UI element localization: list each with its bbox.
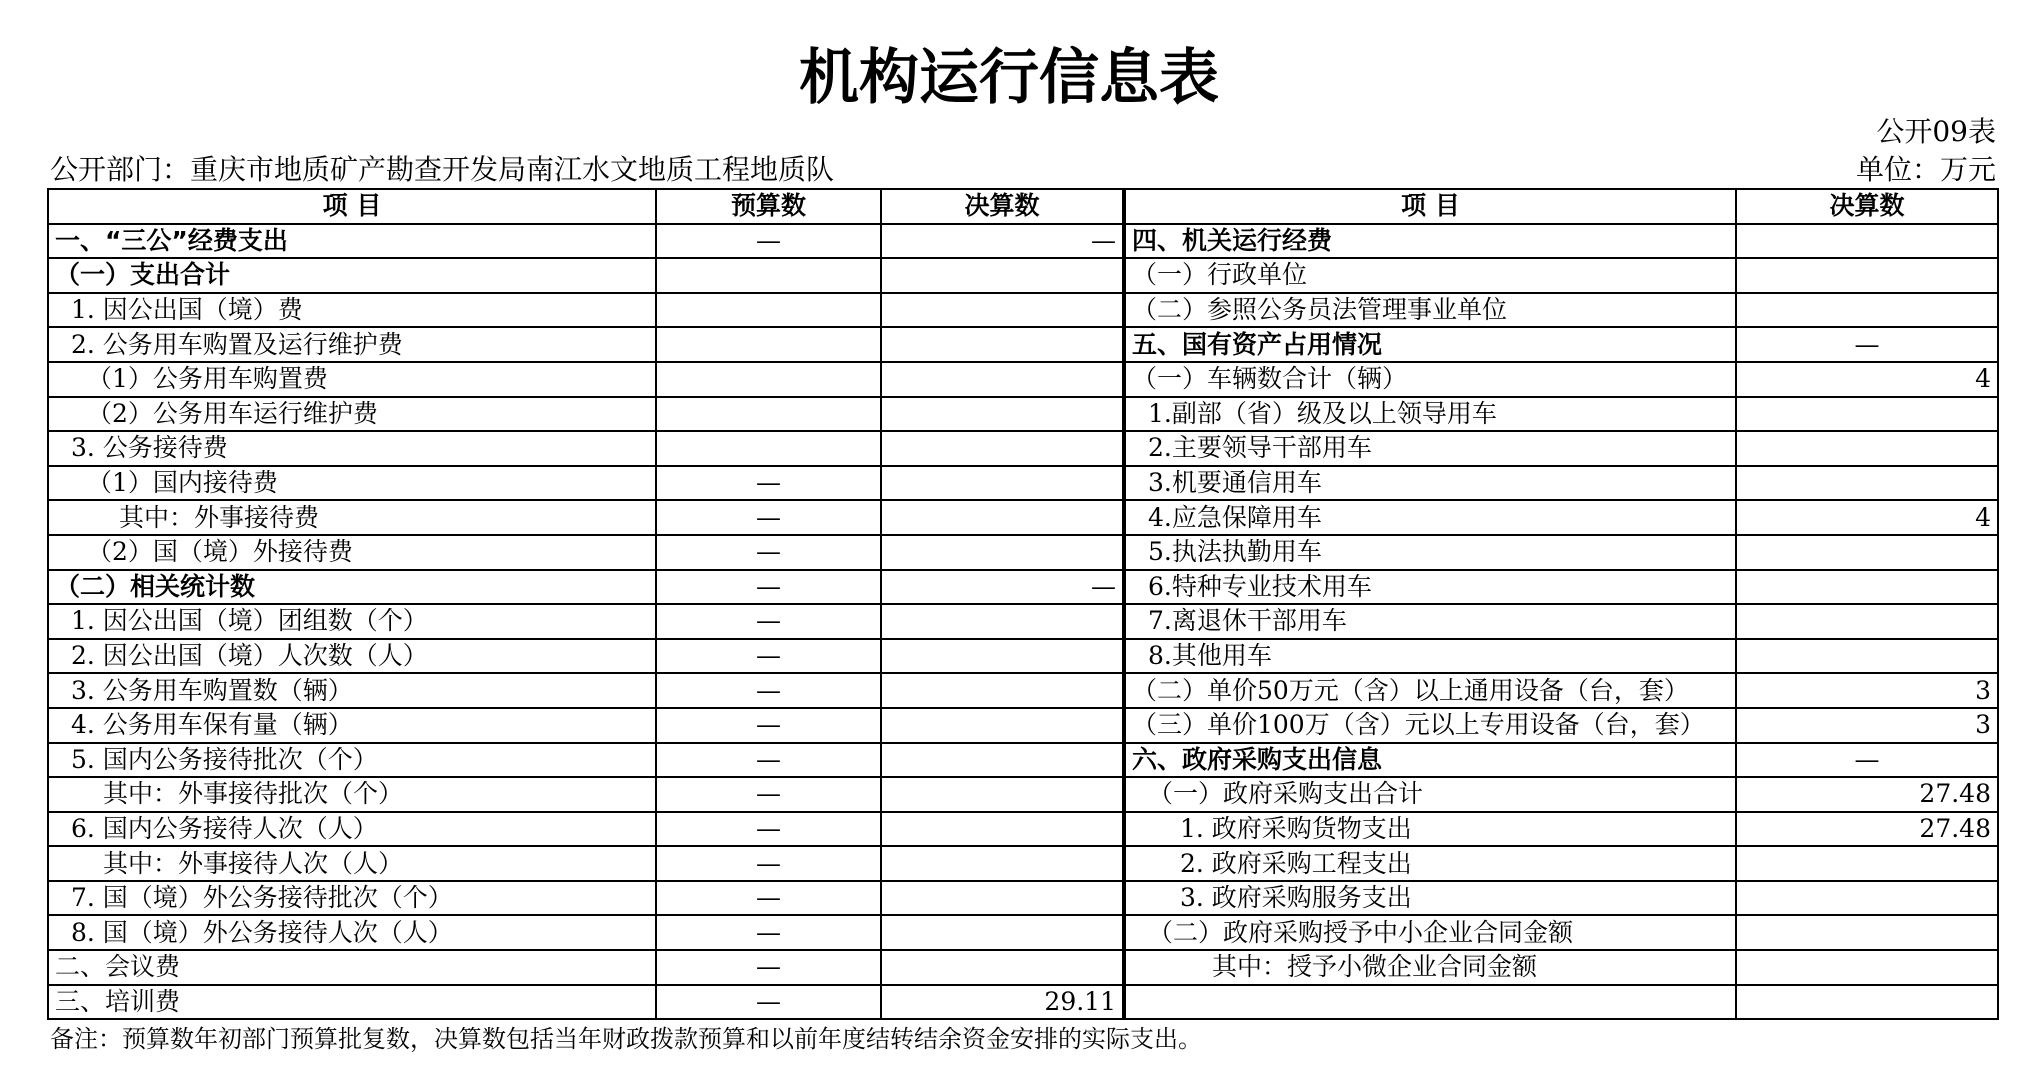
page-title: 机构运行信息表	[799, 43, 1219, 113]
right-item-cell: 3. 政府采购服务支出	[1124, 881, 1736, 916]
table-row	[48, 293, 1998, 328]
right-final-cell	[1736, 293, 1998, 328]
left-item-cell: 其中：外事接待费	[48, 500, 656, 535]
right-final-cell	[1736, 431, 1998, 466]
right-final-cell: —	[1736, 743, 1998, 778]
left-final-cell	[881, 604, 1124, 639]
left-final-cell: 29.11	[881, 985, 1124, 1020]
left-item-cell: 1. 因公出国（境）费	[48, 293, 656, 328]
left-final-cell: —	[881, 224, 1124, 259]
table-row	[48, 604, 1998, 639]
left-budget-cell: —	[656, 639, 881, 674]
left-item-cell: 6. 国内公务接待人次（人）	[48, 812, 656, 847]
left-budget-cell: —	[656, 812, 881, 847]
left-budget-cell	[656, 258, 881, 293]
right-item-cell: 5.执法执勤用车	[1124, 535, 1736, 570]
table-row	[48, 362, 1998, 397]
right-item-cell: （一）车辆数合计（辆）	[1124, 362, 1736, 397]
right-item-cell: 3.机要通信用车	[1124, 466, 1736, 501]
left-budget-cell: —	[656, 846, 881, 881]
left-budget-cell	[656, 327, 881, 362]
table-row	[48, 846, 1998, 881]
left-budget-cell	[656, 362, 881, 397]
left-final-cell	[881, 500, 1124, 535]
table-row	[48, 431, 1998, 466]
left-final-cell	[881, 362, 1124, 397]
right-item-cell: （二）参照公务员法管理事业单位	[1124, 293, 1736, 328]
left-final-cell	[881, 777, 1124, 812]
right-item-cell: 2. 政府采购工程支出	[1124, 846, 1736, 881]
table-row	[48, 777, 1998, 812]
right-item-cell: （二）政府采购授予中小企业合同金额	[1124, 915, 1736, 950]
table-row	[48, 915, 1998, 950]
right-final-cell	[1736, 881, 1998, 916]
left-item-cell: （一）支出合计	[48, 258, 656, 293]
left-item-cell: 1. 因公出国（境）团组数（个）	[48, 604, 656, 639]
right-item-cell: 7.离退休干部用车	[1124, 604, 1736, 639]
right-final-cell	[1736, 535, 1998, 570]
right-final-cell: 4	[1736, 362, 1998, 397]
table-row	[48, 985, 1998, 1020]
left-budget-cell: —	[656, 604, 881, 639]
header-right-final: 决算数	[1736, 189, 1998, 224]
right-item-cell: 四、机关运行经费	[1124, 224, 1736, 259]
right-item-cell: 4.应急保障用车	[1124, 500, 1736, 535]
right-final-cell: 4	[1736, 500, 1998, 535]
left-final-cell	[881, 950, 1124, 985]
right-final-cell	[1736, 639, 1998, 674]
left-final-cell	[881, 915, 1124, 950]
table-row	[48, 535, 1998, 570]
left-final-cell	[881, 639, 1124, 674]
right-final-cell: —	[1736, 327, 1998, 362]
right-item-cell: 6.特种专业技术用车	[1124, 570, 1736, 605]
left-budget-cell: —	[656, 570, 881, 605]
left-budget-cell: —	[656, 985, 881, 1020]
right-item-cell: 六、政府采购支出信息	[1124, 743, 1736, 778]
left-budget-cell: —	[656, 466, 881, 501]
table-row	[48, 881, 1998, 916]
right-final-cell	[1736, 950, 1998, 985]
left-item-cell: 8. 国（境）外公务接待人次（人）	[48, 915, 656, 950]
left-budget-cell: —	[656, 915, 881, 950]
left-budget-cell	[656, 293, 881, 328]
right-item-cell	[1124, 985, 1736, 1020]
right-final-cell: 27.48	[1736, 777, 1998, 812]
left-item-cell: 5. 国内公务接待批次（个）	[48, 743, 656, 778]
right-item-cell: （三）单价100万（含）元以上专用设备（台，套）	[1124, 708, 1736, 743]
table-row	[48, 397, 1998, 432]
right-final-cell	[1736, 258, 1998, 293]
left-budget-cell: —	[656, 777, 881, 812]
right-final-cell	[1736, 397, 1998, 432]
right-final-cell	[1736, 224, 1998, 259]
right-final-cell: 27.48	[1736, 812, 1998, 847]
right-final-cell	[1736, 846, 1998, 881]
left-final-cell	[881, 258, 1124, 293]
left-budget-cell	[656, 397, 881, 432]
left-item-cell: （1）公务用车购置费	[48, 362, 656, 397]
left-final-cell	[881, 673, 1124, 708]
right-item-cell: （一）行政单位	[1124, 258, 1736, 293]
department-label: 公开部门：重庆市地质矿产勘查开发局南江水文地质工程地质队	[50, 153, 835, 186]
left-item-cell: 二、会议费	[48, 950, 656, 985]
table-row	[48, 950, 1998, 985]
left-final-cell	[881, 708, 1124, 743]
right-item-cell: （一）政府采购支出合计	[1124, 777, 1736, 812]
header-right-item: 项 目	[1124, 189, 1736, 224]
right-item-cell: 8.其他用车	[1124, 639, 1736, 674]
left-item-cell: 4. 公务用车保有量（辆）	[48, 708, 656, 743]
header-left-item: 项 目	[48, 189, 656, 224]
left-final-cell: —	[881, 570, 1124, 605]
table-row	[48, 327, 1998, 362]
left-budget-cell: —	[656, 950, 881, 985]
right-item-cell: （二）单价50万元（含）以上通用设备（台，套）	[1124, 673, 1736, 708]
left-budget-cell: —	[656, 500, 881, 535]
table-row	[48, 224, 1998, 259]
left-final-cell	[881, 743, 1124, 778]
right-final-cell: 3	[1736, 708, 1998, 743]
left-final-cell	[881, 812, 1124, 847]
left-budget-cell: —	[656, 224, 881, 259]
table-row	[48, 570, 1998, 605]
right-final-cell	[1736, 985, 1998, 1020]
left-item-cell: 三、培训费	[48, 985, 656, 1020]
table-row	[48, 812, 1998, 847]
table-row	[48, 673, 1998, 708]
left-item-cell: （1）国内接待费	[48, 466, 656, 501]
table-row	[48, 258, 1998, 293]
header-left-final: 决算数	[881, 189, 1124, 224]
left-item-cell: 其中：外事接待批次（个）	[48, 777, 656, 812]
right-final-cell: 3	[1736, 673, 1998, 708]
unit-label: 单位：万元	[1855, 153, 1996, 186]
left-item-cell: （2）公务用车运行维护费	[48, 397, 656, 432]
right-final-cell	[1736, 466, 1998, 501]
left-budget-cell: —	[656, 708, 881, 743]
left-final-cell	[881, 881, 1124, 916]
left-item-cell: （2）国（境）外接待费	[48, 535, 656, 570]
left-final-cell	[881, 846, 1124, 881]
left-final-cell	[881, 535, 1124, 570]
right-item-cell: 五、国有资产占用情况	[1124, 327, 1736, 362]
info-table	[47, 188, 1999, 1020]
right-final-cell	[1736, 570, 1998, 605]
table-row	[48, 466, 1998, 501]
left-final-cell	[881, 431, 1124, 466]
left-item-cell: 其中：外事接待人次（人）	[48, 846, 656, 881]
left-final-cell	[881, 466, 1124, 501]
left-final-cell	[881, 397, 1124, 432]
left-budget-cell	[656, 431, 881, 466]
left-final-cell	[881, 293, 1124, 328]
footnote: 备注：预算数年初部门预算批复数，决算数包括当年财政拨款预算和以前年度结转结余资金安排的实际支出。	[50, 1025, 1202, 1053]
right-final-cell	[1736, 915, 1998, 950]
table-row	[48, 708, 1998, 743]
left-final-cell	[881, 327, 1124, 362]
left-item-cell: （二）相关统计数	[48, 570, 656, 605]
table-row	[48, 639, 1998, 674]
header-left-budget: 预算数	[656, 189, 881, 224]
table-row	[48, 743, 1998, 778]
left-item-cell: 7. 国（境）外公务接待批次（个）	[48, 881, 656, 916]
left-budget-cell: —	[656, 881, 881, 916]
right-item-cell: 其中：授予小微企业合同金额	[1124, 950, 1736, 985]
right-item-cell: 2.主要领导干部用车	[1124, 431, 1736, 466]
left-budget-cell: —	[656, 535, 881, 570]
left-budget-cell: —	[656, 743, 881, 778]
left-item-cell: 2. 公务用车购置及运行维护费	[48, 327, 656, 362]
table-number: 公开09表	[1876, 115, 1996, 148]
right-final-cell	[1736, 604, 1998, 639]
left-item-cell: 3. 公务接待费	[48, 431, 656, 466]
header-row	[48, 189, 1998, 224]
left-item-cell: 2. 因公出国（境）人次数（人）	[48, 639, 656, 674]
right-item-cell: 1.副部（省）级及以上领导用车	[1124, 397, 1736, 432]
table-row	[48, 500, 1998, 535]
left-budget-cell: —	[656, 673, 881, 708]
right-item-cell: 1. 政府采购货物支出	[1124, 812, 1736, 847]
left-item-cell: 3. 公务用车购置数（辆）	[48, 673, 656, 708]
left-item-cell: 一、“三公”经费支出	[48, 224, 656, 259]
